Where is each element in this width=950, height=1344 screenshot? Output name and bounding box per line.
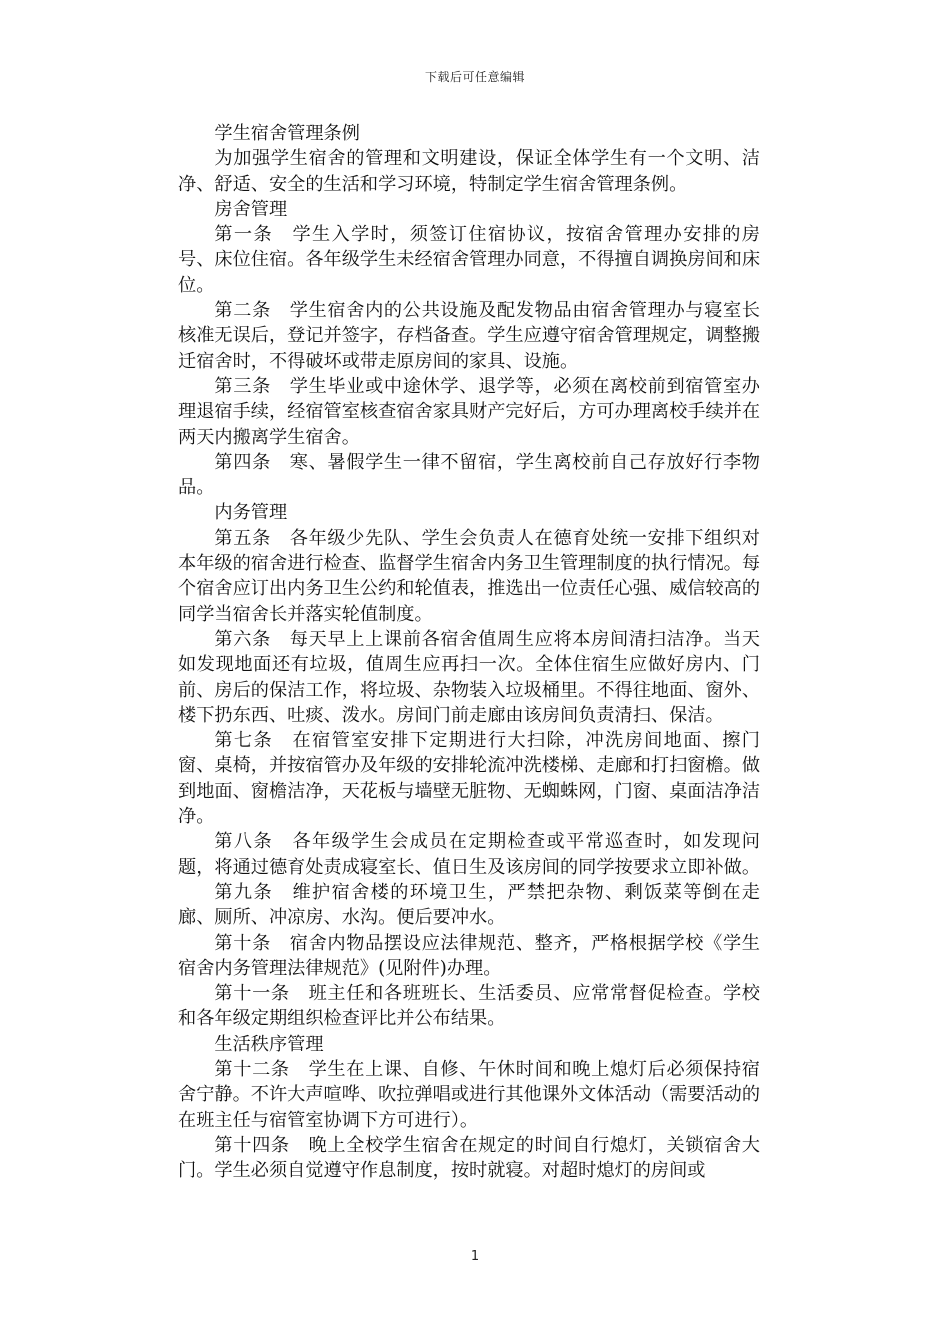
page-number: 1 [470,1249,480,1264]
section-heading-housing: 房舍管理 [214,198,288,220]
article-6: 第六条 每天早上上课前各宿舍值周生应将本房间清扫洁净。当天如发现地面还有垃圾，值周生应再扫一次。全体住宿生应做好房内、门前、房后的保洁工作，将垃圾、杂物装入垃圾桶里。不得往地面、窗外、楼下扔东西、吐痰、泼水。房间门前走廊由该房间负责清扫、保洁。 [178,628,761,726]
section-heading-order: 生活秩序管理 [214,1033,324,1055]
section-heading-internal: 内务管理 [214,502,288,524]
article-12: 第十二条 学生在上课、自修、午休时间和晚上熄灯后必须保持宿舍宁静。不许大声喧哗、吹拉弹唱或进行其他课外文体活动（需要活动的在班主任与宿管室协调下方可进行）。 [178,1058,761,1131]
article-10: 第十条 宿舍内物品摆设应法律规范、整齐，严格根据学校《学生宿舍内务管理法律规范》(见附件)办理。 [178,932,760,979]
page-header: 下载后可任意编辑 [424,70,525,84]
article-14: 第十四条 晚上全校学生宿舍在规定的时间自行熄灯，关锁宿舍大门。学生必须自觉遵守作息制度，按时就寝。对超时熄灯的房间或 [178,1134,760,1182]
article-4: 第四条 寒、暑假学生一律不留宿，学生离校前自己存放好行李物品。 [178,451,760,499]
article-8: 第八条 各年级学生会成员在定期检查或平常巡查时，如发现问题，将通过德育处责成寝室长、值日生及该房间的同学按要求立即补做。 [178,831,761,878]
paragraph-intro: 为加强学生宿舍的管理和文明建设，保证全体学生有一个文明、洁净、舒适、安全的生活和学习环境，特制定学生宿舍管理条例。 [178,148,760,195]
document-body [178,121,760,1183]
article-11: 第十一条 班主任和各班班长、生活委员、应常常督促检查。学校和各年级定期组织检查评比并公布结果。 [178,983,760,1030]
article-7: 第七条 在宿管室安排下定期进行大扫除，冲洗房间地面、擦门窗、桌椅，并按宿管办及年级的安排轮流冲洗楼梯、走廊和打扫窗檐。做到地面、窗檐洁净，天花板与墙壁无脏物、无蜘蛛网，门窗、桌面洁净洁净。 [178,730,761,828]
article-9: 第九条 维护宿舍楼的环境卫生，严禁把杂物、剩饭菜等倒在走廊、厕所、冲凉房、水沟。便后要冲水。 [178,881,760,929]
article-3: 第三条 学生毕业或中途休学、退学等，必须在离校前到宿管室办理退宿手续，经宿管室核查宿舍家具财产完好后，方可办理离校手续并在两天内搬离学生宿舍。 [178,375,761,448]
article-2: 第二条 学生宿舍内的公共设施及配发物品由宿舍管理办与寝室长核准无误后，登记并签字，存档备查。学生应遵守宿舍管理规定，调整搬迁宿舍时，不得破坏或带走原房间的家具、设施。 [178,300,761,372]
article-5: 第五条 各年级少先队、学生会负责人在德育处统一安排下组织对本年级的宿舍进行检查、监督学生宿舍内务卫生管理制度的执行情况。每个宿舍应订出内务卫生公约和轮值表，推选出一位责任心强、威信较高的同学当宿舍长并落实轮值制度。 [178,527,761,625]
document-title: 学生宿舍管理条例 [214,123,360,144]
article-1: 第一条 学生入学时，须签订住宿协议，按宿舍管理办安排的房号、床位住宿。各年级学生未经宿舍管理办同意，不得擅自调换房间和床位。 [178,224,761,296]
